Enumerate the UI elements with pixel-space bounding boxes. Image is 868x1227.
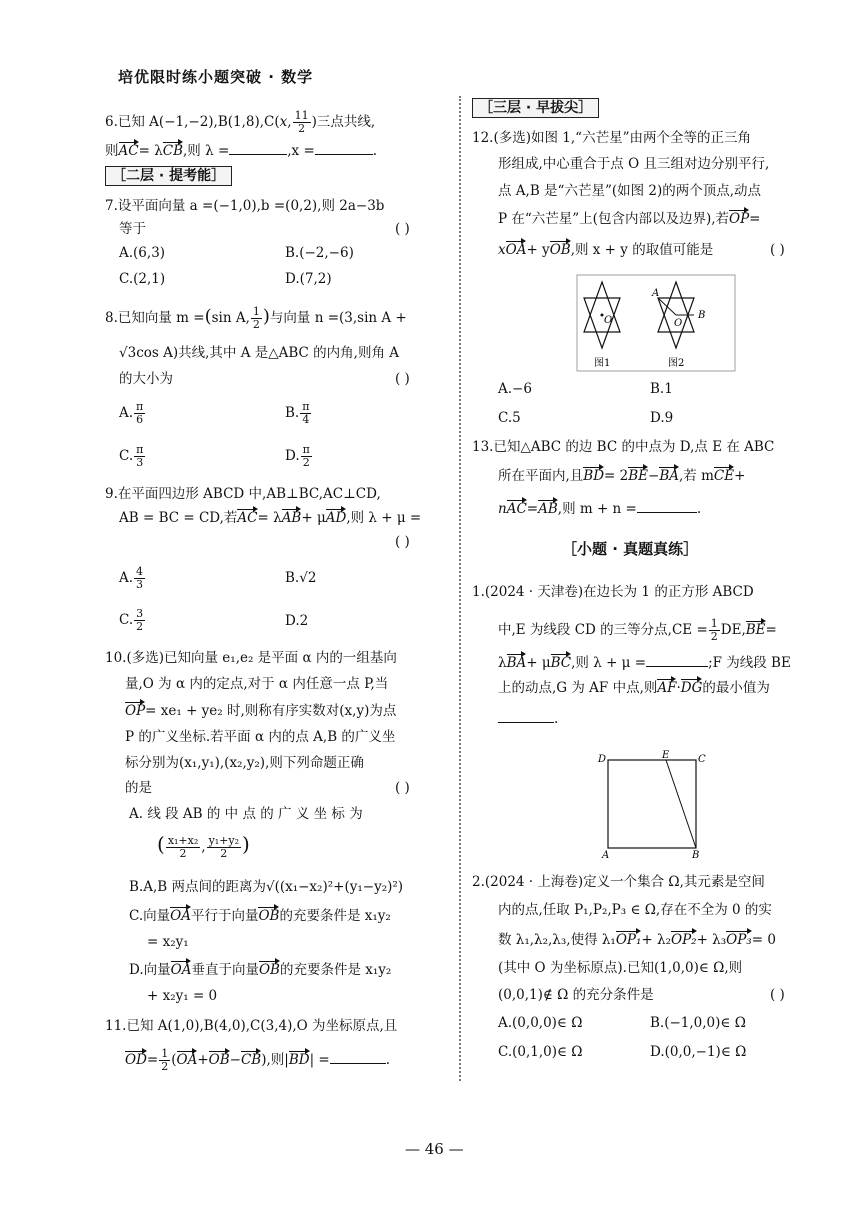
square-figure bbox=[596, 750, 712, 862]
real2-line5: (0,0,1)∉ Ω 的充分条件是 bbox=[498, 987, 654, 1003]
option[interactable]: C.5 bbox=[498, 410, 521, 426]
q11-line1: 11.已知 A(1,0),B(4,0),C(3,4),O 为坐标原点,且 bbox=[105, 1018, 398, 1034]
option[interactable]: D.2 bbox=[285, 613, 309, 629]
q13-line1: 13.已知△ABC 的边 BC 的中点为 D,点 E 在 ABC bbox=[472, 439, 775, 455]
label-E: E bbox=[662, 750, 670, 761]
answer-blank[interactable] bbox=[229, 142, 287, 155]
section-title: ［小题 · 真题真练］ bbox=[562, 540, 699, 558]
option[interactable]: D. $\frac{\pi}{2}$ bbox=[285, 443, 310, 470]
answer-blank[interactable] bbox=[646, 654, 708, 667]
q8-line3: 的大小为 bbox=[119, 371, 173, 387]
q12-line4: P 在“六芒星”上(包含内部以及边界),若OP= bbox=[498, 211, 761, 227]
label-B: B bbox=[698, 310, 706, 321]
segment-BE bbox=[666, 760, 696, 848]
option[interactable]: D.向量OA垂直于向量OB的充要条件是 x₁y₂ bbox=[129, 962, 392, 978]
option-cont: = x₂y₁ bbox=[147, 934, 189, 950]
answer-paren[interactable]: ( ) bbox=[395, 780, 410, 796]
option[interactable]: C.(2,1) bbox=[119, 271, 166, 287]
real1-line4: 上的动点,G 为 AF 中点,则AF·DG的最小值为 bbox=[498, 680, 770, 696]
section-title: ［三层 · 早拔尖］ bbox=[472, 98, 599, 118]
q8-line1: 8.已知向量 m =(sin A, $\frac{1}{2}$ )与向量 n =(3,sin A + bbox=[105, 305, 407, 332]
q10-line1: 10.(多选)已知向量 e₁,e₂ 是平面 α 内的一组基向 bbox=[105, 650, 397, 666]
q12-line3: 点 A,B 是“六芒星”(如图 2)的两个顶点,动点 bbox=[498, 183, 762, 199]
option[interactable]: A.(0,0,0)∈ Ω bbox=[498, 1015, 583, 1031]
answer-blank[interactable] bbox=[498, 710, 554, 723]
answer-paren[interactable]: ( ) bbox=[770, 242, 785, 258]
square-ABCD bbox=[608, 760, 696, 848]
q6-line2: 则AC= λCB,则 λ = ,x = . bbox=[105, 143, 378, 159]
answer-blank[interactable] bbox=[330, 1051, 386, 1064]
real1-line3: λBA+ μBC,则 λ + μ = ;F 为线段 BE bbox=[498, 655, 791, 671]
q12-figure bbox=[576, 274, 736, 372]
fig2-label: 图2 bbox=[668, 358, 685, 369]
q13-line3: nAC=AB,则 m + n = . bbox=[498, 501, 702, 517]
real2-line4: (其中 O 为坐标原点).已知(1,0,0)∈ Ω,则 bbox=[498, 960, 743, 976]
star1-triangle-up bbox=[584, 282, 620, 332]
option[interactable]: B. $\frac{\pi}{4}$ bbox=[285, 400, 310, 427]
label-C: C bbox=[698, 754, 706, 765]
option[interactable]: A.−6 bbox=[498, 381, 532, 397]
option[interactable]: D.(7,2) bbox=[285, 271, 332, 287]
option-cont: + x₂y₁ = 0 bbox=[147, 988, 218, 1004]
option[interactable]: C.向量OA平行于向量OB的充要条件是 x₁y₂ bbox=[129, 908, 391, 924]
star1-triangle-down bbox=[584, 298, 620, 348]
real2-line1: 2.(2024 · 上海卷)定义一个集合 Ω,其元素是空间 bbox=[472, 874, 765, 890]
q7-line2: 等于 bbox=[119, 221, 146, 237]
section-title: ［二层 · 提考能］ bbox=[105, 166, 232, 186]
option-A-coordinate: ( $\frac{\text{x₁+x₂}}{2}$ , $\frac{\text{y₁+y₂}}{2}$ ) bbox=[157, 832, 250, 860]
real2-line3: 数 λ₁,λ₂,λ₃,使得 λ₁OP₁+ λ₂OP₂+ λ₃OP₃= 0 bbox=[498, 932, 776, 948]
running-header: 培优限时练小题突破 · 数学 bbox=[118, 68, 314, 86]
option[interactable]: B.√2 bbox=[285, 570, 317, 586]
label-O1: O bbox=[604, 315, 613, 326]
answer-blank[interactable] bbox=[637, 500, 697, 513]
label-B: B bbox=[692, 850, 700, 861]
q10-line4: P 的广义坐标.若平面 α 内的点 A,B 的广义坐 bbox=[125, 729, 396, 745]
q13-line2: 所在平面内,且BD= 2BE−BA,若 mCE+ bbox=[498, 468, 746, 484]
page-number: — 46 — bbox=[405, 1140, 464, 1158]
option[interactable]: D.9 bbox=[650, 410, 674, 426]
q12-line1: 12.(多选)如图 1,“六芒星”由两个全等的正三角 bbox=[472, 130, 751, 146]
q7-line1: 7.设平面向量 a =(−1,0),b =(0,2),则 2a−3b bbox=[105, 198, 385, 214]
q6-line1: 6.已知 A(−1,−2),B(1,8),C(x, $\frac{11}{2}$ )三点共线, bbox=[105, 109, 376, 136]
q10-line6: 的是 bbox=[125, 780, 152, 796]
label-A: A bbox=[602, 850, 610, 861]
option[interactable]: A.(6,3) bbox=[119, 245, 166, 261]
q12-line2: 形组成,中心重合于点 O 且三组对边分别平行, bbox=[498, 156, 770, 172]
option[interactable]: C. $\frac{3}{2}$ bbox=[119, 607, 144, 634]
q11-line2: OD= $\frac{1}{2}$ (OA+OB−CB),则|BD| = . bbox=[125, 1047, 391, 1074]
option[interactable]: B.A,B 两点间的距离为√((x₁−x₂)²+(y₁−y₂)²) bbox=[129, 879, 404, 895]
answer-paren[interactable]: ( ) bbox=[395, 371, 410, 387]
real1-line5: . bbox=[498, 710, 558, 727]
label-D: D bbox=[598, 754, 607, 765]
option[interactable]: A. $\frac{\pi}{6}$ bbox=[119, 400, 144, 427]
real1-line1: 1.(2024 · 天津卷)在边长为 1 的正方形 ABCD bbox=[472, 584, 754, 600]
answer-paren[interactable]: ( ) bbox=[395, 221, 410, 237]
option[interactable]: B.1 bbox=[650, 381, 673, 397]
column-divider bbox=[459, 96, 461, 1081]
option[interactable]: B.(−2,−6) bbox=[285, 245, 354, 261]
fig1-label: 图1 bbox=[594, 358, 611, 369]
answer-paren[interactable]: ( ) bbox=[770, 987, 785, 1003]
q10-line3: OP= xe₁ + ye₂ 时,则称有序实数对(x,y)为点 bbox=[125, 703, 397, 719]
answer-blank[interactable] bbox=[315, 142, 373, 155]
option[interactable]: C.(0,1,0)∈ Ω bbox=[498, 1044, 583, 1060]
real1-line2: 中,E 为线段 CD 的三等分点,CE = $\frac{1}{2}$ DE,BE= bbox=[498, 617, 777, 644]
label-A: A bbox=[652, 288, 660, 299]
option[interactable]: D.(0,0,−1)∈ Ω bbox=[650, 1044, 747, 1060]
q10-line5: 标分别为(x₁,y₁),(x₂,y₂),则下列命题正确 bbox=[125, 755, 364, 771]
option[interactable]: B.(−1,0,0)∈ Ω bbox=[650, 1015, 746, 1031]
q10-line2: 量,O 为 α 内的定点,对于 α 内任意一点 P,当 bbox=[125, 676, 389, 692]
option[interactable]: A. 线 段 AB 的 中 点 的 广 义 坐 标 为 bbox=[129, 806, 363, 822]
real2-line2: 内的点,任取 P₁,P₂,P₃ ∈ Ω,存在不全为 0 的实 bbox=[498, 902, 772, 918]
q8-line2: √3cos A)共线,其中 A 是△ABC 的内角,则角 A bbox=[119, 345, 399, 361]
option[interactable]: A. $\frac{4}{3}$ bbox=[119, 565, 144, 592]
label-O2: O bbox=[674, 318, 683, 329]
q9-line1: 9.在平面四边形 ABCD 中,AB⊥BC,AC⊥CD, bbox=[105, 486, 381, 502]
q9-line2: AB = BC = CD,若AC= λAB+ μAD,则 λ + μ = bbox=[119, 510, 422, 526]
q12-line5: xOA+ yOB,则 x + y 的取值可能是 bbox=[498, 242, 714, 258]
answer-paren[interactable]: ( ) bbox=[395, 534, 410, 550]
option[interactable]: C. $\frac{\pi}{3}$ bbox=[119, 443, 144, 470]
